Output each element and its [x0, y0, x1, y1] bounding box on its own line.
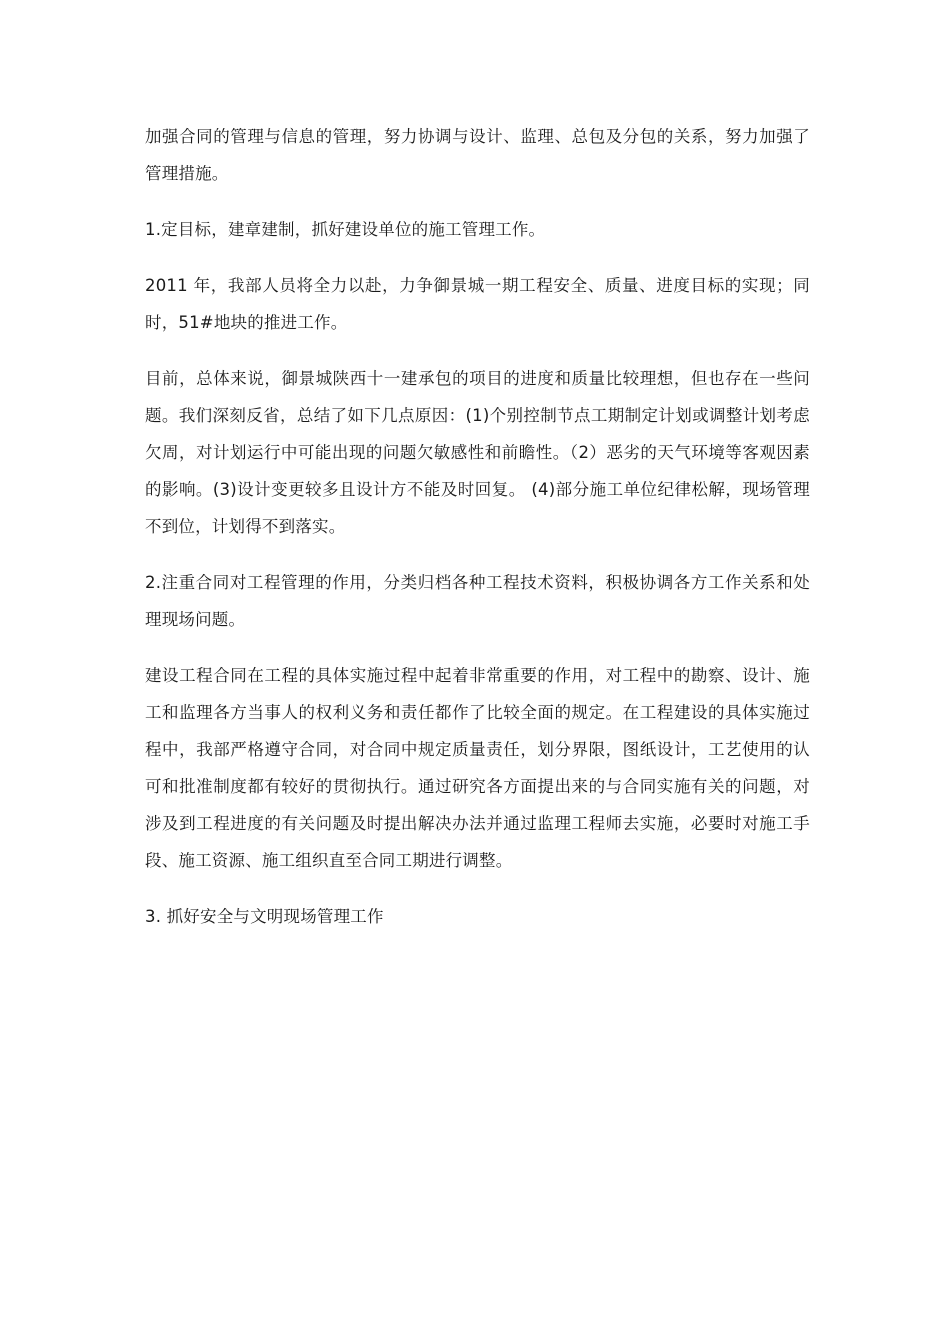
heading-set-targets: 1.定目标，建章建制，抓好建设单位的施工管理工作。: [145, 220, 546, 239]
paragraph-contract-management: 加强合同的管理与信息的管理，努力协调与设计、监理、总包及分包的关系，努力加强了管理措施。: [145, 127, 810, 183]
heading-contract-role: 2.注重合同对工程管理的作用，分类归档各种工程技术资料，积极协调各方工作关系和处理现场问题。: [145, 573, 810, 629]
heading-safety-management: 3. 抓好安全与文明现场管理工作: [145, 907, 384, 926]
paragraph-2011-goals: 2011 年，我部人员将全力以赴，力争御景城一期工程安全、质量、进度目标的实现；同时，51#地块的推进工作。: [145, 276, 810, 332]
paragraph-current-problems: 目前，总体来说，御景城陕西十一建承包的项目的进度和质量比较理想，但也存在一些问题。我们深刻反省，总结了如下几点原因：(1)个别控制节点工期制定计划或调整计划考虑欠周，对计划运行中可能出现的问题欠敏感性和前瞻性。（2）恶劣的天气环境等客观因素的影响。(3)设计变更较多且设计方不能及时回复。 (4)部分施工单位纪律松解，现场管理不到位，计划得不到落实。: [145, 369, 810, 536]
paragraph-contract-implementation: 建设工程合同在工程的具体实施过程中起着非常重要的作用，对工程中的勘察、设计、施工和监理各方当事人的权利义务和责任都作了比较全面的规定。在工程建设的具体实施过程中，我部严格遵守合同，对合同中规定质量责任，划分界限，图纸设计，工艺使用的认可和批准制度都有较好的贯彻执行。通过研究各方面提出来的与合同实施有关的问题，对涉及到工程进度的有关问题及时提出解决办法并通过监理工程师去实施，必要时对施工手段、施工资源、施工组织直至合同工期进行调整。: [145, 666, 810, 870]
document-body: [145, 118, 810, 935]
